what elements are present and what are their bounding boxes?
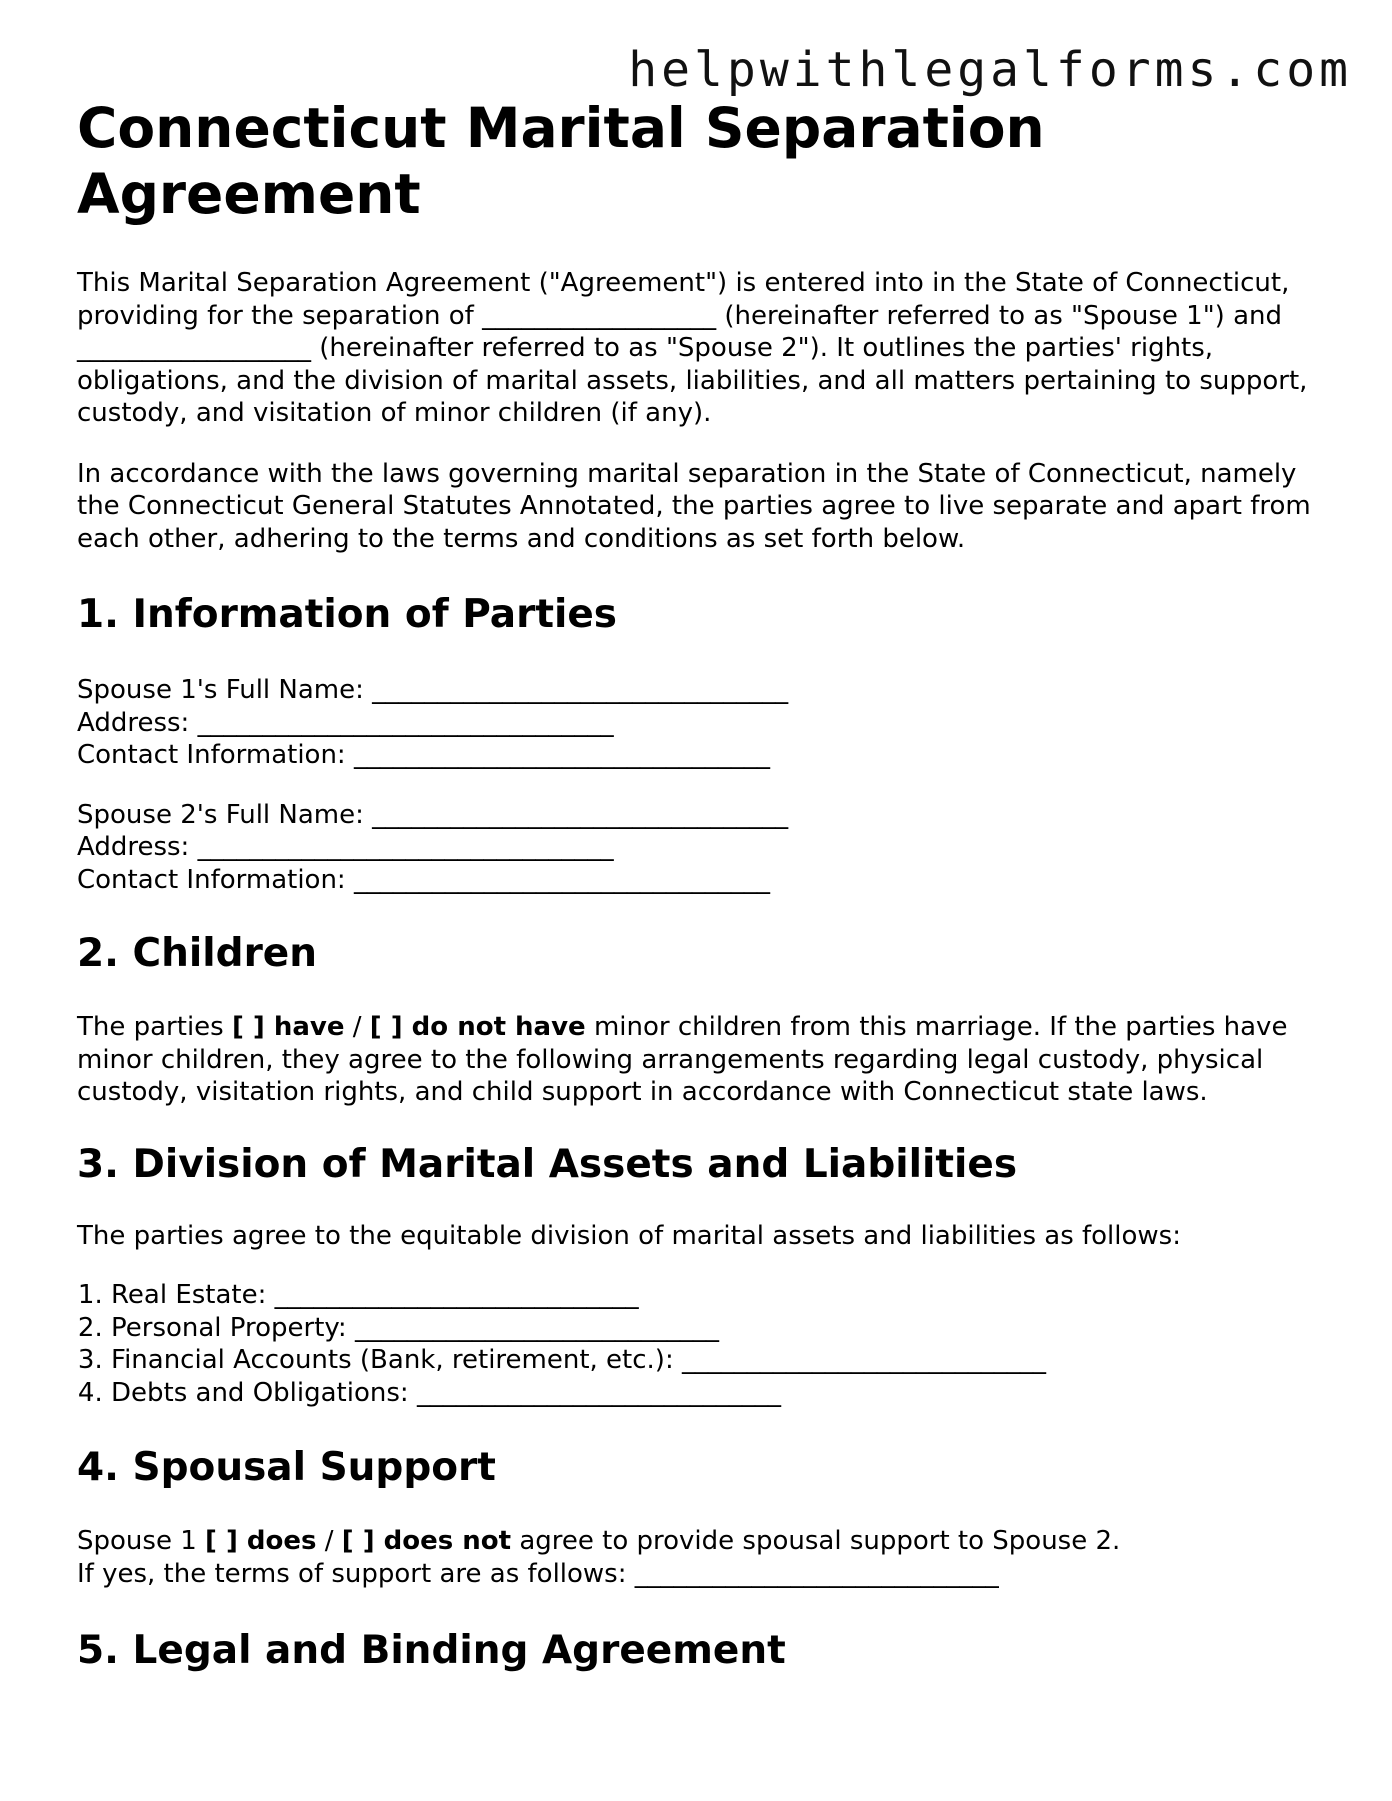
personal-property-label: Personal Property: — [111, 1312, 355, 1343]
support-terms-label: If yes, the terms of support are as follows: — [77, 1558, 635, 1589]
spousal-does-checkbox[interactable]: [ ] does — [205, 1526, 317, 1556]
list-item — [111, 1377, 1337, 1410]
intro-paragraph-2: In accordance with the laws governing marital separation in the State of Connecticut, namely the Connecticut General Statutes Annotated, the parties agree to live separate and apart from each other, adhering to the terms and conditions as set forth below. — [77, 458, 1311, 554]
spouse1-address-field[interactable]: ________________________________ — [197, 707, 614, 738]
real-estate-field[interactable]: ____________________________ — [274, 1280, 639, 1310]
section-heading-children: 2. Children — [77, 931, 318, 976]
spouse2-info-block — [77, 799, 1337, 897]
spouse1-contact-label: Contact Information: — [77, 740, 354, 770]
spouse1-name-field[interactable]: ________________________________ — [372, 675, 789, 705]
spousal-text: Spouse 1 — [77, 1526, 206, 1556]
spouse2-name-blank[interactable]: __________________ — [77, 333, 311, 363]
debts-field[interactable]: ____________________________ — [416, 1377, 781, 1408]
intro-text: This Marital Separation Agreement ("Agreement") is entered into in the State of Connecticut, providing for the separation of — [77, 268, 1290, 331]
assets-intro: The parties agree to the equitable division of marital assets and liabilities as follows: — [77, 1220, 1181, 1251]
section-heading-parties: 1. Information of Parties — [77, 592, 618, 637]
children-text: minor children from this marriage. If the parties have minor children, they agree to the following arrangements regarding legal custody, physical custody, visitation rights, and child support in accordance with Connecticut state laws. — [77, 1012, 1288, 1107]
support-terms-field[interactable]: ____________________________ — [634, 1558, 999, 1589]
section-heading-spousal-support: 4. Spousal Support — [77, 1445, 496, 1490]
intro-paragraph-1 — [77, 267, 1327, 430]
spouse1-name-label: Spouse 1's Full Name: — [77, 675, 373, 705]
spousal-text: agree to provide spousal support to Spouse 2. — [511, 1526, 1121, 1556]
real-estate-label: Real Estate: — [111, 1280, 275, 1310]
assets-list — [77, 1279, 1337, 1409]
document-title: Connecticut Marital Separation Agreement — [77, 96, 1045, 226]
children-paragraph — [77, 1011, 1327, 1109]
financial-accounts-field[interactable]: ____________________________ — [681, 1345, 1046, 1375]
spouse2-address-field[interactable]: ________________________________ — [197, 832, 614, 862]
spouse1-name-blank[interactable]: __________________ — [482, 300, 717, 331]
watermark-site-name: helpwithlegalforms.com — [628, 42, 1352, 98]
spouse2-address-label: Address: — [77, 832, 198, 862]
option-separator: / — [344, 1012, 370, 1042]
spouse2-contact-label: Contact Information: — [77, 864, 354, 895]
spouse1-info-block — [77, 674, 1337, 772]
list-item — [111, 1344, 1337, 1377]
option-separator: / — [316, 1526, 342, 1556]
children-do-not-have-checkbox[interactable]: [ ] do not have — [369, 1012, 586, 1042]
intro-text: (hereinafter referred to as "Spouse 2"). It outlines the parties' rights, obligations, and the division of marital assets, liabilities, and all matters pertaining to support, custody, and visitation of minor children (if any). — [77, 333, 1308, 428]
list-item — [111, 1279, 1337, 1312]
spouse2-name-label: Spouse 2's Full Name: — [77, 799, 373, 830]
personal-property-field[interactable]: ____________________________ — [354, 1312, 719, 1343]
section-heading-binding-agreement: 5. Legal and Binding Agreement — [77, 1628, 786, 1673]
list-item — [111, 1312, 1337, 1345]
spouse2-contact-field[interactable]: ________________________________ — [353, 864, 770, 895]
financial-accounts-label: Financial Accounts (Bank, retirement, etc.): — [111, 1345, 682, 1375]
debts-label: Debts and Obligations: — [111, 1377, 417, 1408]
intro-text: (hereinafter referred to as "Spouse 1") and — [716, 300, 1283, 331]
children-text: The parties — [77, 1012, 232, 1042]
spousal-does-not-checkbox[interactable]: [ ] does not — [341, 1526, 512, 1556]
document-page — [77, 95, 1337, 1674]
section-heading-assets: 3. Division of Marital Assets and Liabilities — [77, 1141, 1018, 1187]
spouse1-address-label: Address: — [77, 707, 198, 738]
spousal-support-paragraph — [77, 1525, 1337, 1590]
children-have-checkbox[interactable]: [ ] have — [231, 1012, 345, 1042]
spouse2-name-field[interactable]: ________________________________ — [372, 799, 789, 830]
spouse1-contact-field[interactable]: ________________________________ — [353, 740, 770, 770]
